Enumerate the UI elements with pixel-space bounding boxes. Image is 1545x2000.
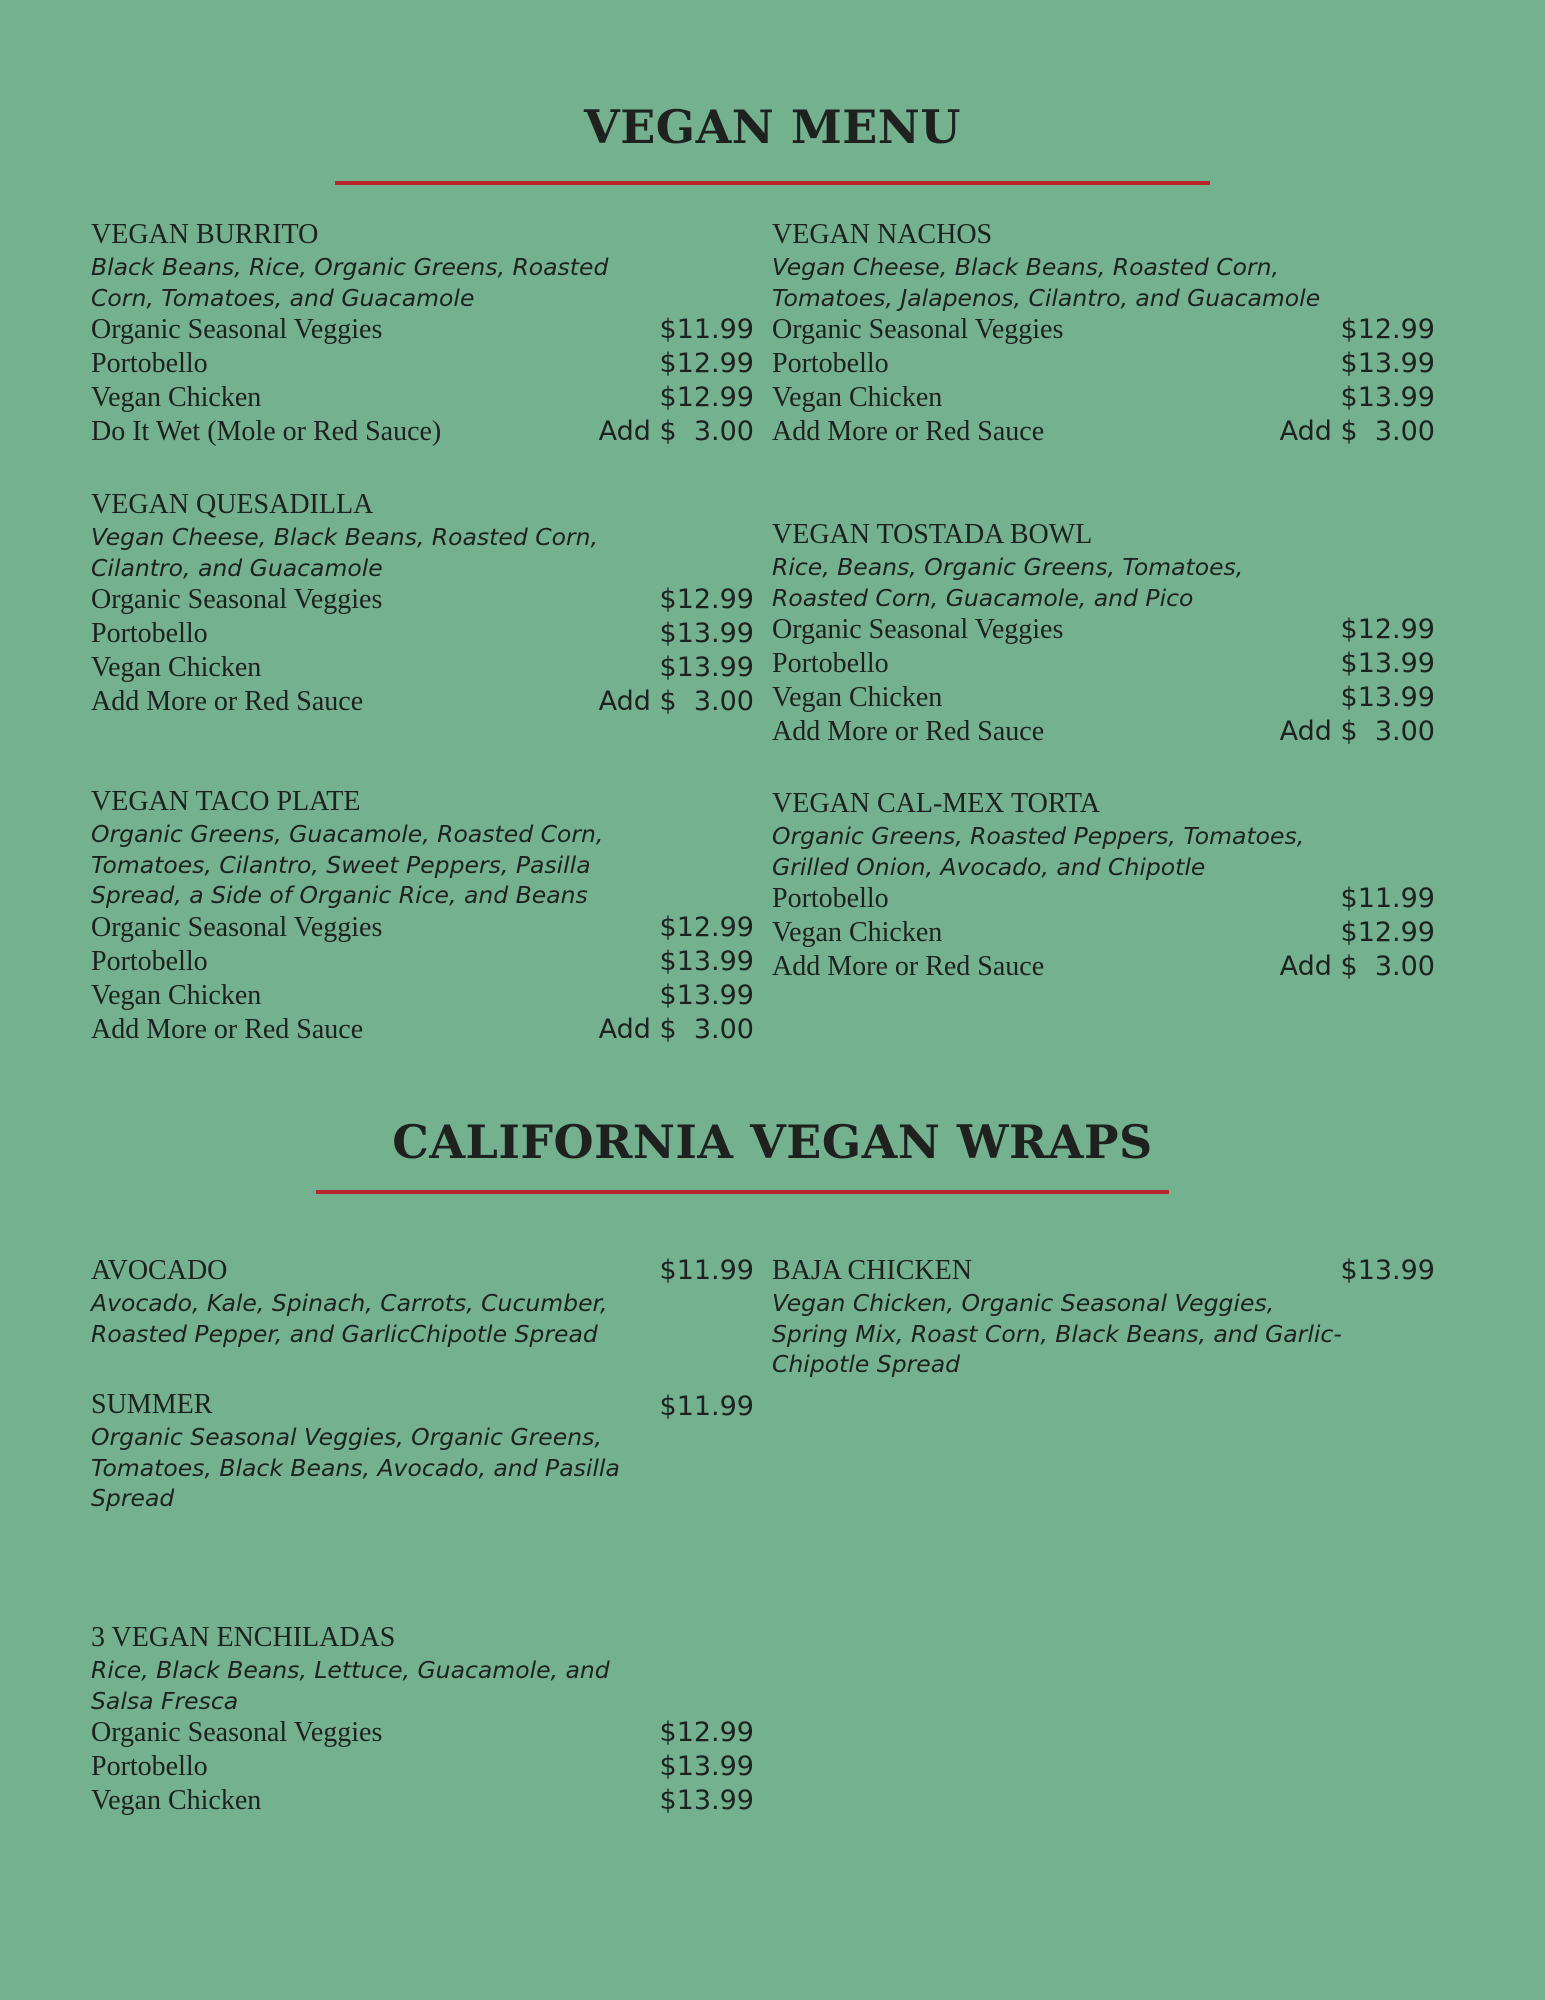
option-row — [91, 617, 754, 651]
menu-item-vegan-tostada-bowl — [772, 518, 1435, 749]
item-header — [772, 218, 1435, 252]
item-name: 3 VEGAN ENCHILADAS — [91, 1622, 396, 1653]
option-price: $13.99 — [659, 1785, 754, 1816]
option-price: $13.99 — [1340, 682, 1435, 713]
option-label: Vegan Chicken — [91, 652, 262, 683]
item-description: Organic Greens, Roasted Peppers, Tomatoes, Grilled Onion, Avocado, and Chipotle — [772, 822, 1305, 881]
option-label: Portobello — [772, 348, 889, 379]
vegan-menu-title: VEGAN MENU — [584, 100, 961, 154]
option-price: $13.99 — [659, 1751, 754, 1782]
option-price: $12.99 — [659, 911, 754, 943]
option-label: Organic Seasonal Veggies — [91, 1717, 383, 1748]
option-row — [91, 583, 754, 617]
option-row — [91, 979, 754, 1013]
menu-item-vegan-taco-plate — [91, 785, 754, 1047]
option-price: Add $ 3.00 — [598, 1013, 754, 1045]
item-description: Rice, Black Beans, Lettuce, Guacamole, and Salsa Fresca — [91, 1656, 610, 1715]
option-row — [772, 647, 1435, 681]
option-price: $13.99 — [659, 979, 754, 1011]
item-options — [772, 882, 1435, 984]
option-label: Add More or Red Sauce — [772, 716, 1045, 747]
option-label: Organic Seasonal Veggies — [91, 911, 383, 943]
item-name: VEGAN QUESADILLA — [91, 489, 374, 520]
option-price: Add $ 3.00 — [1279, 716, 1435, 747]
option-row — [91, 313, 754, 347]
item-options — [91, 1716, 754, 1818]
item-price: $13.99 — [1340, 1255, 1435, 1286]
option-row — [772, 415, 1435, 449]
option-row — [91, 685, 754, 719]
item-name: BAJA CHICKEN — [772, 1255, 972, 1286]
item-options — [772, 313, 1435, 449]
option-price: $12.99 — [1340, 614, 1435, 645]
option-price: Add $ 3.00 — [1279, 416, 1435, 447]
option-row — [772, 916, 1435, 950]
wraps-section-title: CALIFORNIA VEGAN WRAPS — [392, 1115, 1153, 1169]
option-price: $13.99 — [1340, 382, 1435, 413]
option-label: Organic Seasonal Veggies — [91, 314, 383, 345]
option-label: Vegan Chicken — [91, 979, 262, 1011]
menu-item-vegan-nachos — [772, 218, 1435, 449]
option-price: Add $ 3.00 — [598, 416, 754, 447]
item-header — [91, 1388, 754, 1422]
item-description: Rice, Beans, Organic Greens, Tomatoes, Roasted Corn, Guacamole, and Pico — [772, 553, 1244, 612]
menu-item-vegan-cal-mex-torta — [772, 787, 1435, 984]
option-label: Vegan Chicken — [91, 382, 262, 413]
option-row — [91, 1013, 754, 1047]
option-label: Organic Seasonal Veggies — [772, 314, 1064, 345]
option-row — [772, 381, 1435, 415]
item-description: Vegan Chicken, Organic Seasonal Veggies, Spring Mix, Roast Corn, Black Beans, and Garlic-Chipotle Spread — [772, 1289, 1342, 1378]
option-row — [772, 950, 1435, 984]
vegan-menu-divider — [335, 181, 1210, 185]
option-row — [772, 681, 1435, 715]
option-label: Add More or Red Sauce — [91, 686, 364, 717]
option-price: $12.99 — [1340, 314, 1435, 345]
option-label: Add More or Red Sauce — [772, 951, 1045, 982]
option-row — [772, 715, 1435, 749]
option-price: $13.99 — [1340, 348, 1435, 379]
option-label: Do It Wet (Mole or Red Sauce) — [91, 416, 442, 447]
option-price: $13.99 — [1340, 648, 1435, 679]
item-header — [772, 518, 1435, 552]
item-name: VEGAN CAL-MEX TORTA — [772, 788, 1100, 819]
option-row — [91, 651, 754, 685]
item-name: VEGAN TOSTADA BOWL — [772, 519, 1093, 550]
option-price: $12.99 — [659, 1717, 754, 1748]
wrap-item-3-vegan-enchiladas — [91, 1621, 754, 1818]
option-row — [91, 347, 754, 381]
option-price: $13.99 — [659, 618, 754, 649]
option-price: $13.99 — [659, 652, 754, 683]
item-description: Vegan Cheese, Black Beans, Roasted Corn, Tomatoes, Jalapenos, Cilantro, and Guacamole — [772, 253, 1321, 312]
option-label: Portobello — [772, 883, 889, 914]
option-price: $12.99 — [659, 382, 754, 413]
option-price: $13.99 — [659, 945, 754, 977]
item-description: Avocado, Kale, Spinach, Carrots, Cucumber, Roasted Pepper, and GarlicChipotle Spread — [91, 1289, 608, 1348]
wrap-item-avocado — [91, 1254, 754, 1349]
item-header — [91, 1621, 754, 1655]
option-row — [772, 313, 1435, 347]
option-row — [772, 347, 1435, 381]
item-header — [772, 1254, 1435, 1288]
item-options — [91, 583, 754, 719]
option-label: Organic Seasonal Veggies — [91, 584, 383, 615]
option-label: Portobello — [91, 348, 208, 379]
wraps-section-divider — [316, 1190, 1169, 1194]
item-price: $11.99 — [659, 1255, 754, 1286]
item-header — [772, 787, 1435, 821]
option-label: Vegan Chicken — [91, 1785, 262, 1816]
option-price: $11.99 — [1340, 883, 1435, 914]
option-price: $11.99 — [659, 314, 754, 345]
item-header — [91, 218, 754, 252]
option-label: Vegan Chicken — [772, 682, 943, 713]
option-row — [91, 945, 754, 979]
option-row — [772, 882, 1435, 916]
option-row — [91, 1716, 754, 1750]
item-options — [91, 313, 754, 449]
item-description: Organic Greens, Guacamole, Roasted Corn, Tomatoes, Cilantro, Sweet Peppers, Pasilla Spread, a Side of Organic Rice, and Beans — [91, 820, 604, 909]
option-price: $12.99 — [659, 348, 754, 379]
option-row — [91, 381, 754, 415]
option-price: $12.99 — [1340, 917, 1435, 948]
option-label: Add More or Red Sauce — [91, 1013, 364, 1045]
item-options — [772, 613, 1435, 749]
item-name: SUMMER — [91, 1389, 213, 1420]
item-description: Vegan Cheese, Black Beans, Roasted Corn, Cilantro, and Guacamole — [91, 523, 599, 582]
option-label: Portobello — [91, 945, 208, 977]
item-options — [91, 911, 754, 1047]
option-label: Vegan Chicken — [772, 382, 943, 413]
option-label: Add More or Red Sauce — [772, 416, 1045, 447]
option-label: Portobello — [772, 648, 889, 679]
item-price: $11.99 — [659, 1391, 754, 1422]
option-label: Portobello — [91, 618, 208, 649]
item-description: Organic Seasonal Veggies, Organic Greens, Tomatoes, Black Beans, Avocado, and Pasilla Spread — [91, 1423, 620, 1512]
wrap-item-baja-chicken — [772, 1254, 1435, 1380]
item-header — [91, 1254, 754, 1288]
option-row — [772, 613, 1435, 647]
item-header — [91, 488, 754, 522]
option-price: Add $ 3.00 — [598, 686, 754, 717]
item-name: VEGAN BURRITO — [91, 219, 319, 250]
item-name: VEGAN NACHOS — [772, 219, 993, 250]
item-header — [91, 785, 754, 819]
menu-item-vegan-quesadilla — [91, 488, 754, 719]
menu-item-vegan-burrito — [91, 218, 754, 449]
option-row — [91, 415, 754, 449]
wrap-item-summer — [91, 1388, 754, 1514]
option-label: Portobello — [91, 1751, 208, 1782]
option-label: Vegan Chicken — [772, 917, 943, 948]
option-price: $12.99 — [659, 584, 754, 615]
option-row — [91, 911, 754, 945]
item-name: VEGAN TACO PLATE — [91, 786, 361, 817]
item-description: Black Beans, Rice, Organic Greens, Roasted Corn, Tomatoes, and Guacamole — [91, 253, 609, 312]
option-row — [91, 1750, 754, 1784]
option-price: Add $ 3.00 — [1279, 951, 1435, 982]
option-label: Organic Seasonal Veggies — [772, 614, 1064, 645]
item-name: AVOCADO — [91, 1255, 228, 1286]
option-row — [91, 1784, 754, 1818]
